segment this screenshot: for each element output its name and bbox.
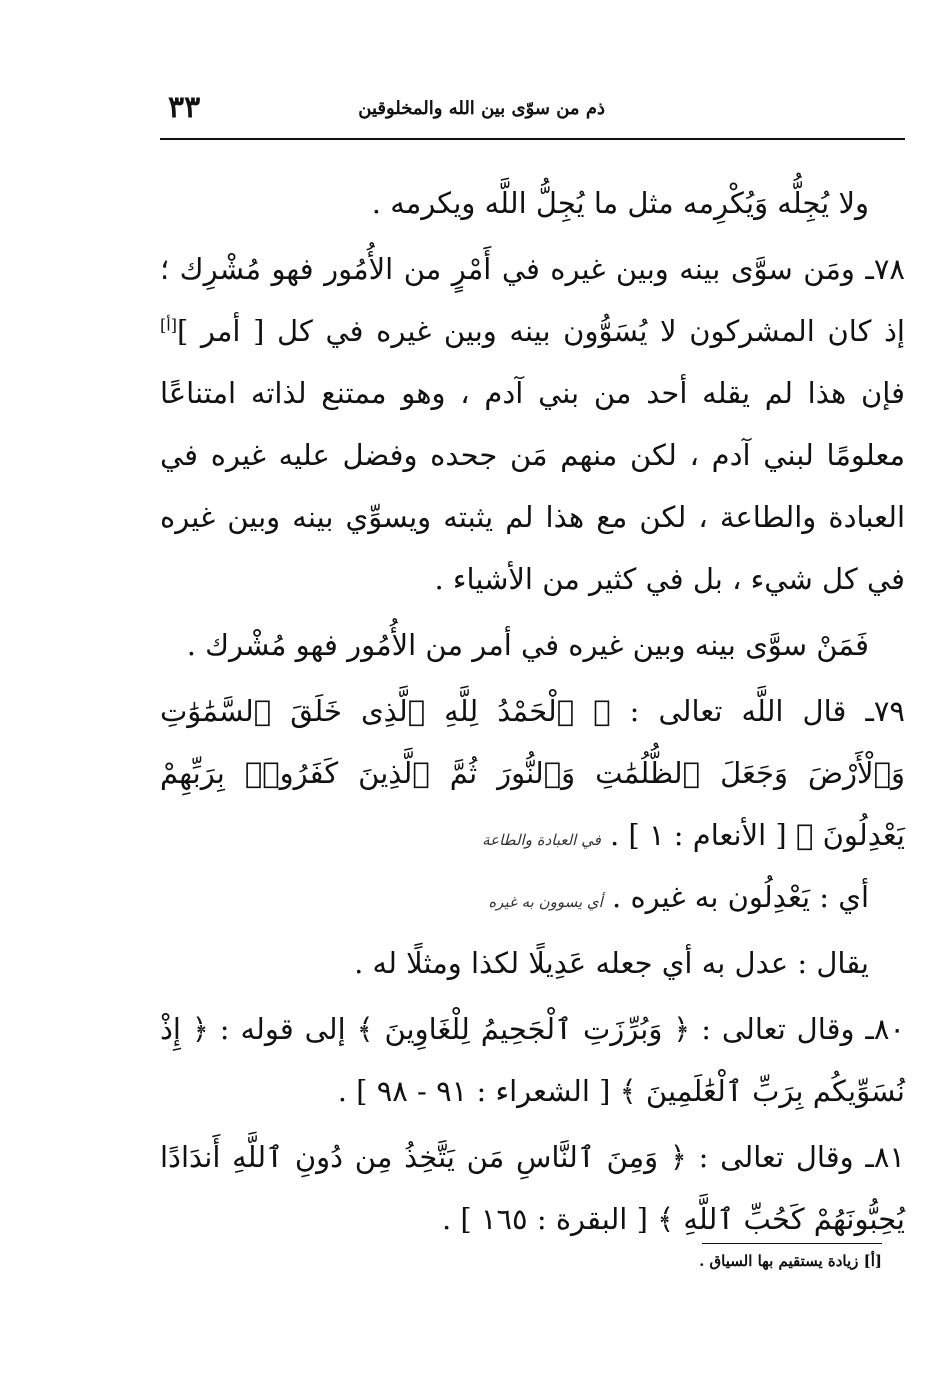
paragraph-78-text-a: ٧٨ـ ومَن سوَّى بينه وبين غيره في أَمْرٍ من الأُمُور فهو مُشْرِك ؛ إذ كان المشركون لا يُسَوُّون بينه وبين غيره في كل [ أمر ] xyxy=(160,252,905,348)
paragraph-80 xyxy=(160,998,905,1122)
paragraph-79-intro: ٧٩ـ قال اللَّه تعالى : xyxy=(629,694,906,728)
paragraph-79-explanation-text: أي : يَعْدِلُون به غيره . xyxy=(612,880,869,914)
quran-verse-anam: ﴿ ٱلْحَمْدُ لِلَّهِ ٱلَّذِى خَلَقَ ٱلسَّمَٰوَٰتِ وَٱلْأَرْضَ وَجَعَلَ ٱلظُّلُمَٰتِ وَٱلنُّورَ ثُمَّ ٱلَّذِينَ كَفَرُوا۟ بِرَبِّهِمْ يَعْدِلُونَ ﴾ xyxy=(160,694,905,852)
paragraph-80-intro: ٨٠ـ وقال تعالى : xyxy=(701,1012,905,1046)
paragraph-intro: ولا يُجِلُّه وَيُكْرِمه مثل ما يُجِلُّ اللَّه ويكرمه . xyxy=(371,186,869,220)
main-text xyxy=(160,172,905,1250)
paragraph-79 xyxy=(160,680,905,866)
paragraph-78-conclusion: فَمَنْ سوَّى بينه وبين غيره في أمر من الأُمُور فهو مُشْرك . xyxy=(186,628,869,662)
paragraph-78-text-b: فإن هذا لم يقله أحد من بني آدم ، وهو ممتنع لذاته امتناعًا معلومًا لبني آدم ، لكن منهم مَن جحده وفضل عليه غيره في العبادة والطاعة ، لكن مع هذا لم يثبته ويسوِّي بينه وبين غيره في كل شيء ، بل في كثير من الأشياء . xyxy=(160,376,905,596)
handwritten-annotation: في العبادة والطاعة xyxy=(482,831,601,849)
paragraph-79-explanation xyxy=(160,866,905,928)
footnote-marker: [أ] xyxy=(160,315,177,335)
paragraph-80-mid: إلى قوله : xyxy=(219,1012,346,1046)
verse-reference-anam: [ الأنعام : ١ ] . xyxy=(610,818,787,852)
paragraph-79-definition: يقال : عدل به أي جعله عَدِيلًا لكذا ومثلًا له . xyxy=(354,946,869,980)
footnote-divider xyxy=(702,1243,882,1244)
quran-verse-shuara-1: ﴿ وَبُرِّزَتِ ٱلْجَحِيمُ لِلْغَاوِينَ ﴾ xyxy=(356,1012,691,1046)
running-title: ذم من سوّى بين الله والمخلوقين xyxy=(358,98,605,119)
page-number: ٣٣ xyxy=(168,90,201,125)
page-header xyxy=(160,92,905,140)
verse-reference-baqara: [ البقرة : ١٦٥ ] . xyxy=(441,1202,648,1236)
paragraph-78 xyxy=(160,238,905,610)
paragraph-81 xyxy=(160,1126,905,1250)
verse-reference-shuara: [ الشعراء : ٩١ - ٩٨ ] . xyxy=(337,1074,611,1108)
footnote: [أ] زيادة يستقيم بها السياق . xyxy=(699,1252,882,1270)
paragraph-81-intro: ٨١ـ وقال تعالى : xyxy=(698,1140,905,1174)
quran-verse-baqara: ﴿ وَمِنَ ٱلنَّاسِ مَن يَتَّخِذُ مِن دُونِ ٱللَّهِ أَندَادًا يُحِبُّونَهُمْ كَحُبِّ ٱللَّهِ ﴾ xyxy=(160,1140,905,1236)
handwritten-annotation-2: أي يسوون به غيره xyxy=(488,893,603,911)
quran-verse-shuara-2: ﴿ إِذْ نُسَوِّيكُم بِرَبِّ ٱلْعَٰلَمِينَ ﴾ xyxy=(160,1012,905,1108)
